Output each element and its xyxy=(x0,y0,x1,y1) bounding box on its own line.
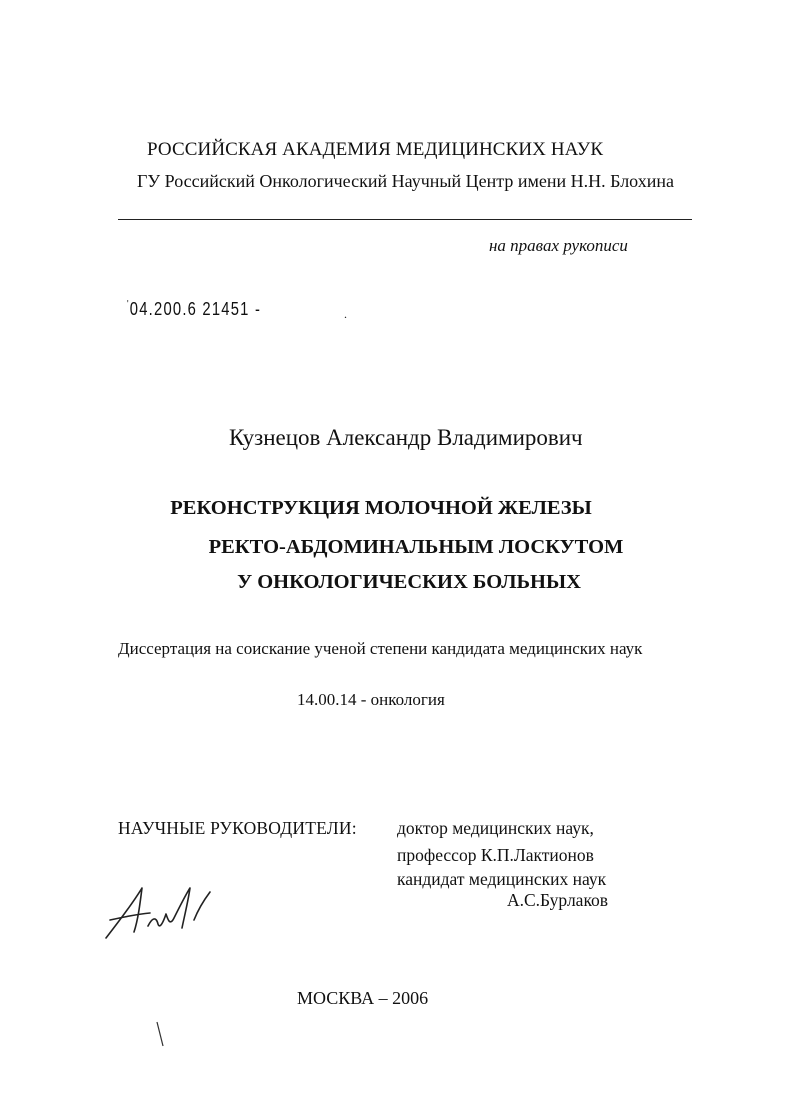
author-name: Кузнецов Александр Владимирович xyxy=(229,425,583,450)
margin-stroke xyxy=(154,1020,168,1048)
thesis-title-line-1: РЕКОНСТРУКЦИЯ МОЛОЧНОЙ ЖЕЛЕЗЫ xyxy=(170,497,592,519)
academy-name: РОССИЙСКАЯ АКАДЕМИЯ МЕДИЦИНСКИХ НАУК xyxy=(147,139,604,160)
supervisor-2-degree: кандидат медицинских наук xyxy=(397,869,607,889)
thesis-title-line-2: РЕКТО-АБДОМИНАЛЬНЫМ ЛОСКУТОМ xyxy=(208,536,624,558)
specialty-code: 14.00.14 - онкология xyxy=(297,690,445,709)
header-divider xyxy=(118,219,692,220)
stray-dot: . xyxy=(344,307,347,321)
registration-code xyxy=(127,299,261,320)
thesis-title-line-3: У ОНКОЛОГИЧЕСКИХ БОЛЬНЫХ xyxy=(237,571,581,593)
registration-code-dash: - xyxy=(249,299,262,319)
registration-code-number: 04.200.6 21451 xyxy=(129,299,250,319)
institution-name: ГУ Российский Онкологический Научный Центр имени Н.Н. Блохина xyxy=(137,171,674,191)
supervisor-1-name: профессор К.П.Лактионов xyxy=(397,845,594,865)
supervisors-label: НАУЧНЫЕ РУКОВОДИТЕЛИ: xyxy=(118,818,357,838)
supervisor-2-name: А.С.Бурлаков xyxy=(507,890,609,910)
handwritten-signature xyxy=(98,880,223,945)
city-year: МОСКВА – 2006 xyxy=(297,988,429,1008)
registration-code-tick: ' xyxy=(127,299,130,310)
manuscript-rights-note: на правах рукописи xyxy=(489,236,628,255)
supervisor-1-degree: доктор медицинских наук, xyxy=(397,818,594,838)
dissertation-degree: Диссертация на соискание ученой степени кандидата медицинских наук xyxy=(118,639,643,658)
